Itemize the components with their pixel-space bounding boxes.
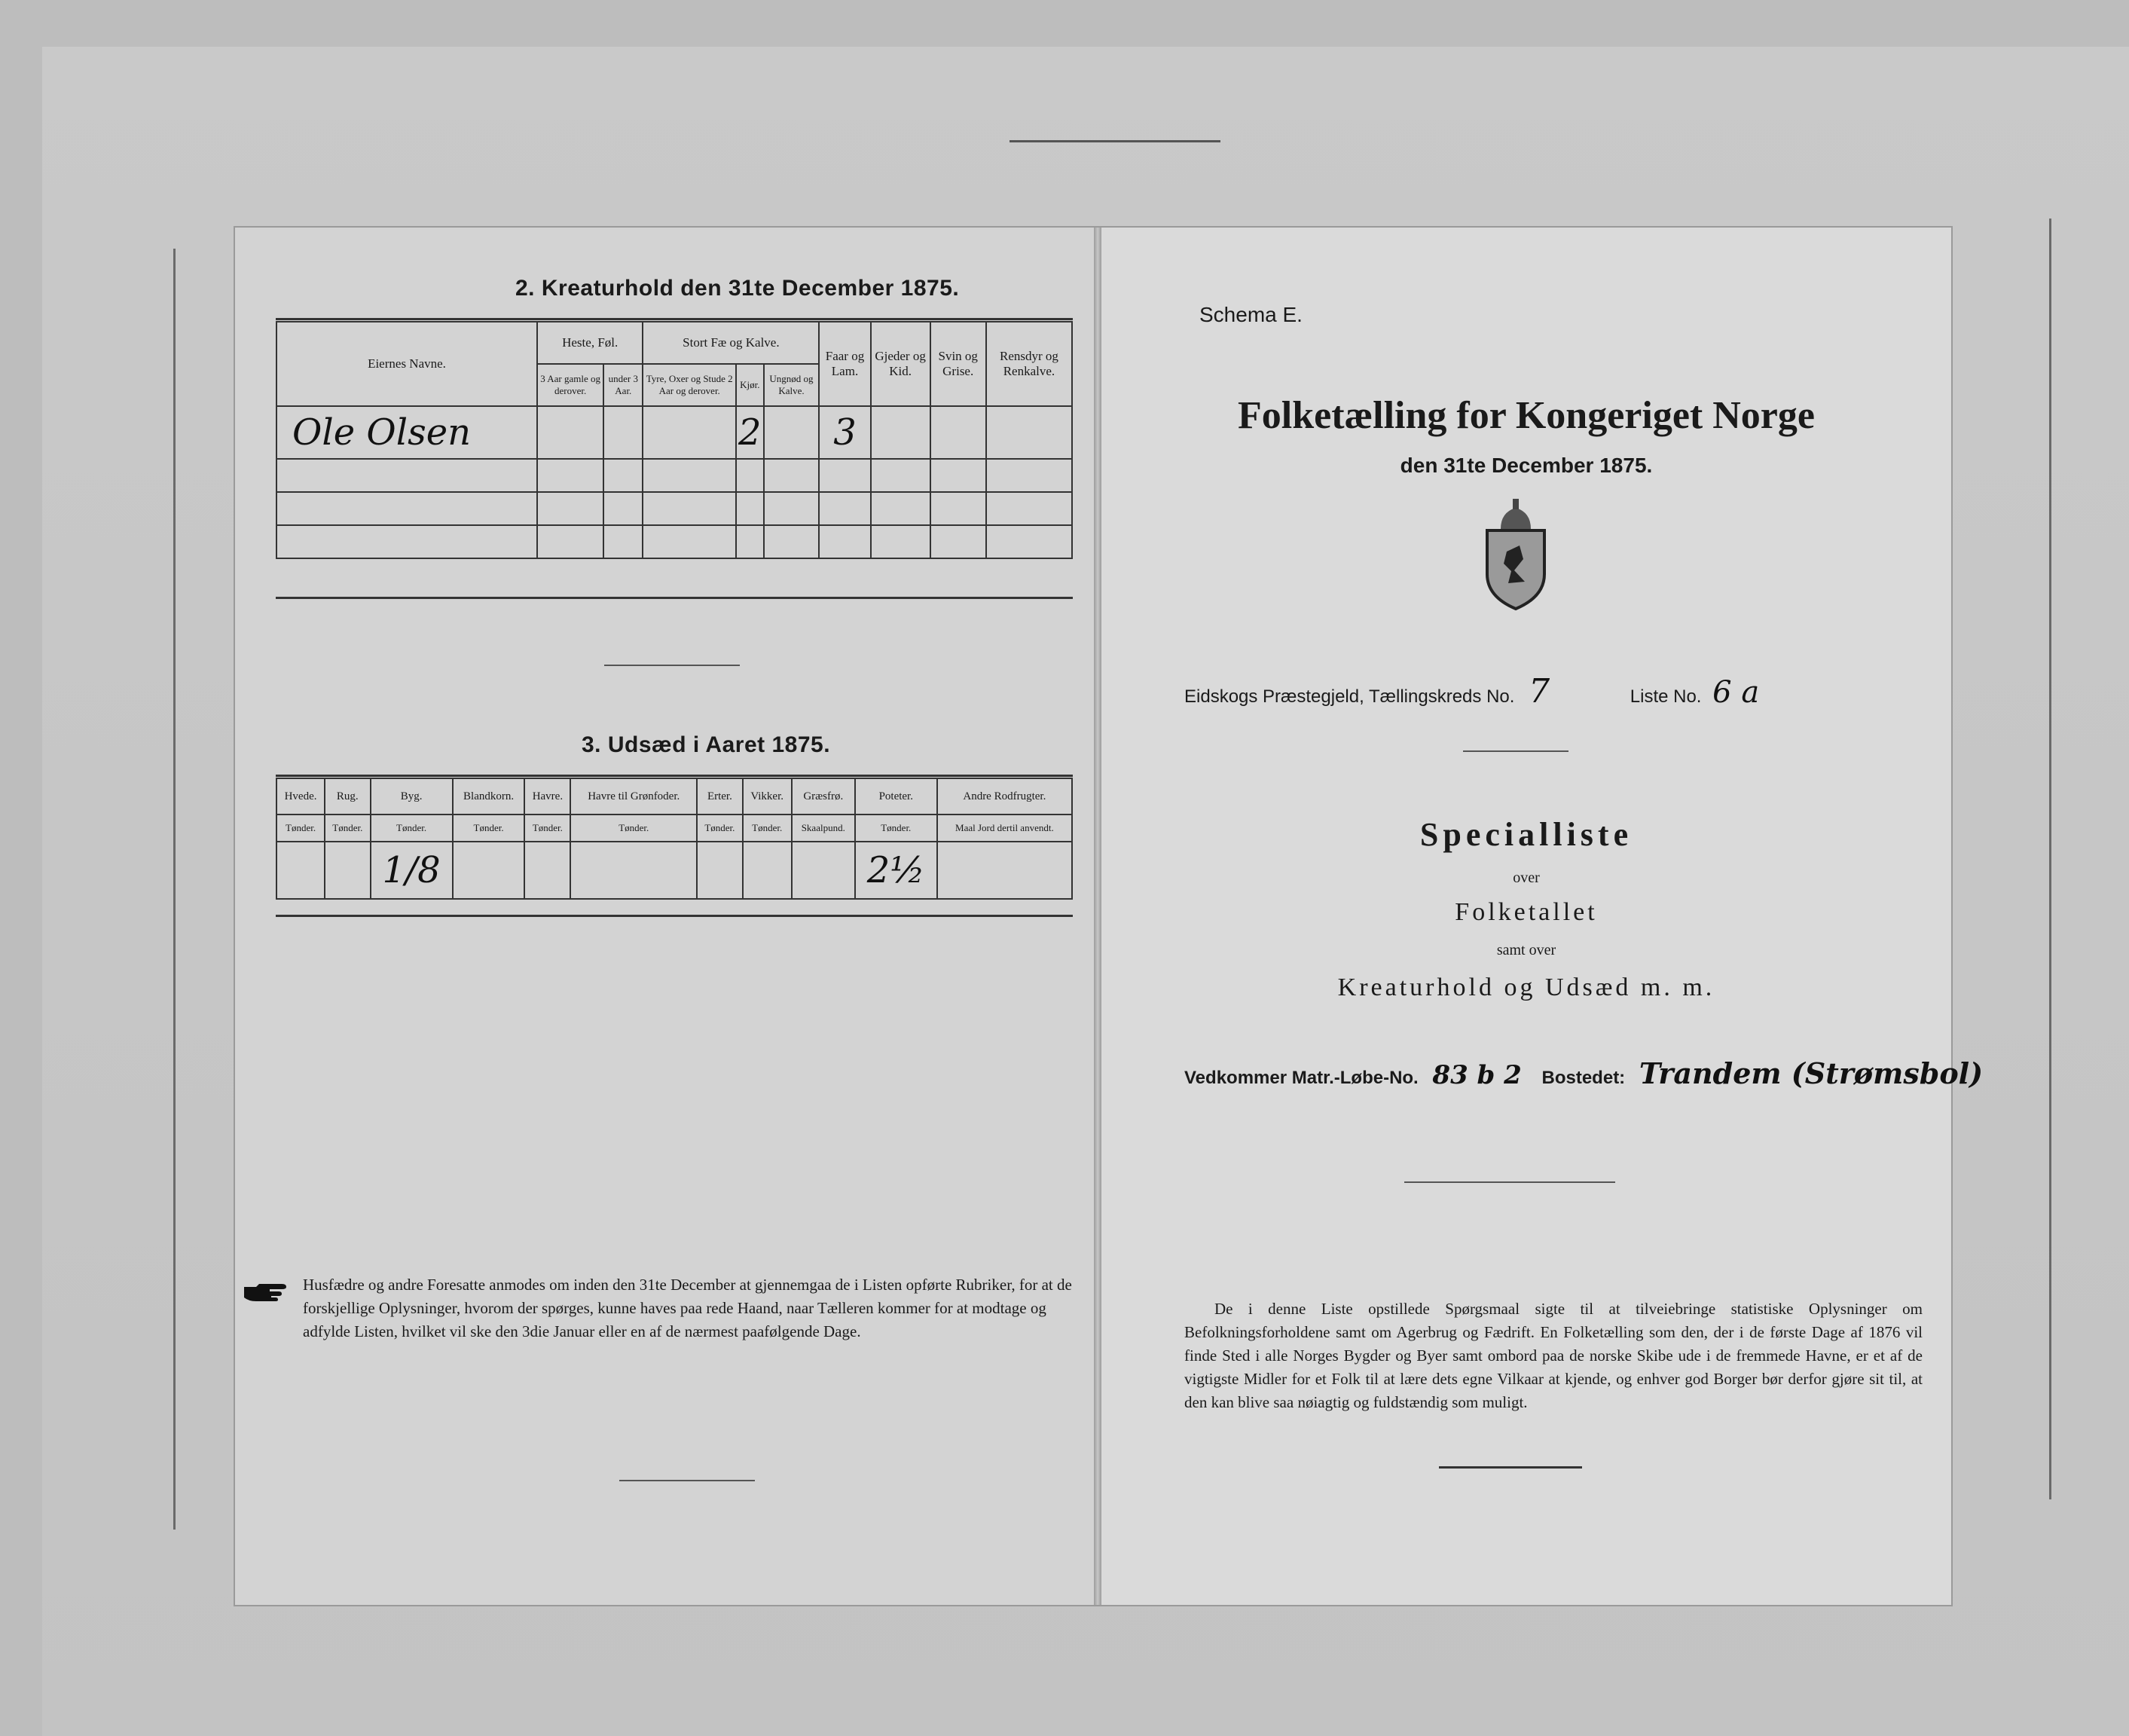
section3-bottom-rule <box>276 915 1073 917</box>
seed-unit-header: Tønder. <box>453 815 525 842</box>
folketallet-label: Folketallet <box>1455 898 1598 926</box>
seed-header: Poteter. <box>855 778 937 815</box>
seed-header: Andre Rodfrugter. <box>937 778 1072 815</box>
kreaturhold-label: Kreaturhold og Udsæd m. m. <box>1337 973 1715 1001</box>
over-label: over <box>1513 870 1540 886</box>
seed-header: Byg. <box>371 778 453 815</box>
table-cell <box>276 492 537 525</box>
divider <box>604 665 740 666</box>
table-cell <box>276 525 537 558</box>
notice-body: Husfædre og andre Foresatte anmodes om inden den 31te December at gjennemgaa de i Listen opførte Rubriker, for at de forskjellige Oplysninger, hvorom der spørges, kunne haves paa rede Haand, naar Tælleren kommer for at modtage og adfylde Listen, hvilket vil ske den 3die Januar eller en af de nærmest paafølgende Dage. <box>303 1276 1072 1340</box>
seed-value-cell <box>453 842 525 899</box>
seed-header: Erter. <box>697 778 742 815</box>
cattle-bulls-header: Tyre, Oxer og Stude 2 Aar og derover. <box>643 364 736 406</box>
schema-label: Schema E. <box>1199 303 1303 326</box>
seed-value-cell <box>325 842 370 899</box>
table-cell <box>643 406 736 459</box>
owner-header: Eiernes Navne. <box>276 322 537 406</box>
cattle-young-header: Ungnød og Kalve. <box>764 364 820 406</box>
table-cell <box>871 406 930 459</box>
horses-old-header: 3 Aar gamle og derover. <box>537 364 603 406</box>
seed-value-cell <box>276 842 325 899</box>
seed-value-cell <box>792 842 855 899</box>
matr-line <box>1184 1056 1983 1090</box>
divider <box>1439 1466 1582 1469</box>
krets-number: 7 <box>1529 672 1550 711</box>
census-date: den 31te December 1875. <box>1400 454 1653 477</box>
right-page <box>1101 228 1984 1605</box>
pointing-hand-icon <box>243 1279 289 1302</box>
top-divider <box>1010 140 1220 142</box>
seed-unit-header: Tønder. <box>276 815 325 842</box>
table-cell <box>930 406 986 459</box>
section2-top-rule <box>276 318 1073 320</box>
table-row <box>276 525 1072 558</box>
seed-header: Vikker. <box>743 778 792 815</box>
seed-unit-header: Maal Jord dertil anvendt. <box>937 815 1072 842</box>
seed-header: Havre. <box>524 778 570 815</box>
census-title: Folketælling for Kongeriget Norge <box>1238 394 1815 437</box>
seed-header: Hvede. <box>276 778 325 815</box>
matr-label: Vedkommer Matr.-Løbe-No. <box>1184 1068 1419 1088</box>
reindeer-header: Rensdyr og Renkalve. <box>986 322 1072 406</box>
sheep-header: Faar og Lam. <box>819 322 870 406</box>
matr-number: 83 b 2 <box>1432 1060 1522 1090</box>
table-cell <box>986 406 1072 459</box>
sheep-cell: 3 <box>819 406 870 459</box>
parish-line <box>1184 672 1759 711</box>
cattle-header: Stort Fæ og Kalve. <box>643 322 819 364</box>
notice-text <box>303 1273 1079 1343</box>
right-edge-mark <box>2049 219 2051 1499</box>
table-row <box>276 459 1072 492</box>
left-page <box>235 228 1094 1605</box>
table-cell <box>537 406 603 459</box>
seed-header: Græsfrø. <box>792 778 855 815</box>
seed-unit-header: Tønder. <box>524 815 570 842</box>
liste-number: 6 a <box>1712 675 1760 710</box>
cows-cell: 2 <box>736 406 764 459</box>
table-cell <box>764 406 820 459</box>
liste-label: Liste No. <box>1630 686 1702 707</box>
samt-over-label: samt over <box>1496 942 1556 958</box>
book-spine <box>1094 228 1101 1605</box>
seed-value-cell: 1/8 <box>371 842 453 899</box>
seed-value-cell <box>570 842 697 899</box>
seed-value-cell: 2½ <box>855 842 937 899</box>
bosted-value: Trandem (Strømsbol) <box>1639 1056 1984 1090</box>
seed-unit-header: Tønder. <box>325 815 370 842</box>
livestock-table <box>276 321 1073 559</box>
horses-header: Heste, Føl. <box>537 322 643 364</box>
section3-top-rule <box>276 775 1073 777</box>
section3-heading: 3. Udsæd i Aaret 1875. <box>582 732 831 757</box>
horses-young-header: under 3 Aar. <box>603 364 643 406</box>
seed-header: Havre til Grønfoder. <box>570 778 697 815</box>
parish-label: Eidskogs Præstegjeld, Tællingskreds No. <box>1184 686 1515 707</box>
cattle-cows-header: Kjør. <box>736 364 764 406</box>
seed-value-cell <box>743 842 792 899</box>
table-row <box>276 492 1072 525</box>
seed-value-cell <box>937 842 1072 899</box>
coat-of-arms-icon <box>1478 499 1553 612</box>
seed-unit-header: Tønder. <box>570 815 697 842</box>
census-sheet <box>235 228 1984 1605</box>
divider <box>1404 1181 1615 1183</box>
seed-unit-header: Tønder. <box>697 815 742 842</box>
seed-value-cell <box>697 842 742 899</box>
table-cell <box>276 459 537 492</box>
speciallist-title: Specialliste <box>1419 816 1633 853</box>
seed-table <box>276 778 1073 900</box>
divider <box>619 1480 755 1481</box>
left-edge-mark <box>173 249 176 1530</box>
seed-unit-header: Tønder. <box>855 815 937 842</box>
goats-header: Gjeder og Kid. <box>871 322 930 406</box>
bosted-label: Bostedet: <box>1541 1068 1626 1088</box>
owner-cell: Ole Olsen <box>276 406 537 459</box>
seed-header: Rug. <box>325 778 370 815</box>
table-row <box>276 406 1072 459</box>
table-cell <box>603 406 643 459</box>
divider <box>1463 750 1568 752</box>
seed-value-cell <box>524 842 570 899</box>
seed-unit-header: Tønder. <box>371 815 453 842</box>
seed-header: Blandkorn. <box>453 778 525 815</box>
pigs-header: Svin og Grise. <box>930 322 986 406</box>
seed-unit-header: Tønder. <box>743 815 792 842</box>
section2-bottom-rule <box>276 597 1073 599</box>
section2-heading: 2. Kreaturhold den 31te December 1875. <box>515 276 960 301</box>
seed-unit-header: Skaalpund. <box>792 815 855 842</box>
intro-paragraph: De i denne Liste opstillede Spørgsmaal sigte til at tilveiebringe statistiske Oplysninger om Befolkningsforholdene samt om Agerbrug og Fædrift. En Folketælling som den, der i de første Dage af 1876 vil finde Sted i alle Norges Bygder og Byer samt ombord paa de norske Skibe ude i de fremmede Havne, er et af de vigtigste Midler for et Folk til at lære dets egne Vilkaar at kjende, og enhver god Borger bør derfor gjøre sit til, at den kan blive saa nøiagtig og fuldstændig som muligt. <box>1184 1300 1923 1411</box>
